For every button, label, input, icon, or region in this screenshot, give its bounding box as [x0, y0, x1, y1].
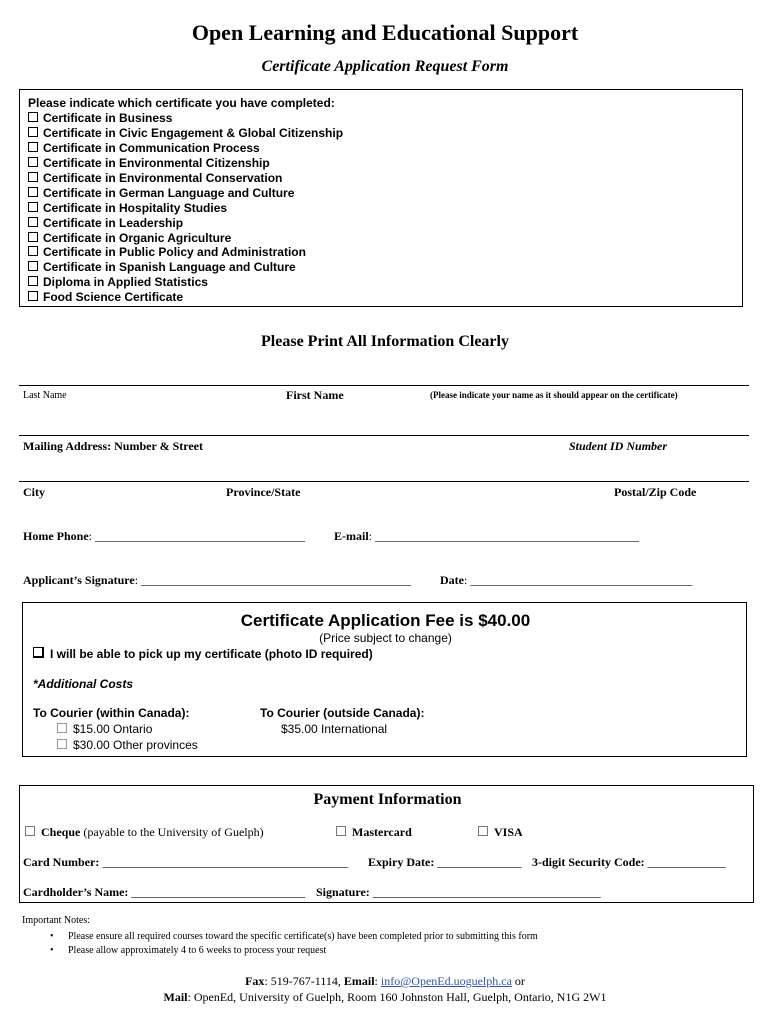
- international-price: $35.00 International: [281, 722, 388, 736]
- checkbox-icon[interactable]: [57, 723, 67, 733]
- checkbox-icon[interactable]: [28, 112, 38, 122]
- checkbox-icon[interactable]: [28, 232, 38, 242]
- city-label: City: [23, 485, 45, 499]
- address-line[interactable]: [19, 435, 749, 436]
- checkbox-icon[interactable]: [478, 826, 488, 836]
- certificate-heading: Please indicate which certificate you have completed:: [28, 96, 335, 110]
- home-phone-field[interactable]: Home Phone: ___________________________________: [23, 529, 306, 543]
- card-number-field[interactable]: Card Number: _________________________________________: [23, 855, 349, 869]
- bullet-icon: •: [50, 945, 54, 956]
- courier-canada-label: To Courier (within Canada):: [33, 706, 190, 720]
- mastercard-option[interactable]: Mastercard: [336, 825, 412, 840]
- email-link[interactable]: info@OpenEd.uoguelph.ca: [380, 974, 512, 988]
- checkbox-icon[interactable]: [28, 172, 38, 182]
- name-note: (Please indicate your name as it should appear on the certificate): [430, 390, 678, 400]
- cardholder-name-field[interactable]: Cardholder’s Name: _____________________________: [23, 885, 306, 899]
- important-notes-heading: Important Notes:: [22, 915, 91, 926]
- certificate-option[interactable]: Certificate in Leadership: [28, 216, 183, 230]
- bullet-icon: •: [50, 931, 54, 942]
- name-line[interactable]: [19, 385, 749, 386]
- certificate-option[interactable]: Certificate in Hospitality Studies: [28, 201, 227, 215]
- checkbox-icon[interactable]: [336, 826, 346, 836]
- courier-outside-label: To Courier (outside Canada):: [260, 706, 425, 720]
- checkbox-icon[interactable]: [25, 826, 35, 836]
- checkbox-icon[interactable]: [28, 291, 38, 301]
- last-name-label: Last Name: [23, 390, 67, 401]
- checkbox-icon[interactable]: [28, 127, 38, 137]
- payment-box: [19, 785, 754, 903]
- form-subtitle: Certificate Application Request Form: [261, 58, 509, 75]
- certificate-option[interactable]: Food Science Certificate: [28, 290, 183, 304]
- fee-note: (Price subject to change): [319, 631, 452, 645]
- first-name-label: First Name: [286, 388, 344, 402]
- checkbox-icon[interactable]: [28, 276, 38, 286]
- pickup-option[interactable]: I will be able to pick up my certificate (photo ID required): [33, 647, 373, 661]
- city-line[interactable]: [19, 481, 749, 482]
- visa-option[interactable]: VISA: [478, 825, 523, 840]
- certificate-option[interactable]: Certificate in German Language and Culture: [28, 186, 294, 200]
- certificate-selection-box: [19, 89, 743, 307]
- student-id-label: Student ID Number: [569, 439, 668, 453]
- form-title: Open Learning and Educational Support: [191, 20, 579, 45]
- fee-box: [22, 602, 747, 757]
- certificate-option[interactable]: Certificate in Organic Agriculture: [28, 231, 231, 245]
- email-field[interactable]: E-mail: ____________________________________________: [334, 529, 640, 543]
- checkbox-icon[interactable]: [33, 647, 44, 658]
- checkbox-icon[interactable]: [28, 217, 38, 227]
- certificate-option[interactable]: Certificate in Environmental Citizenship: [28, 156, 270, 170]
- applicant-signature-field[interactable]: Applicant’s Signature: _____________________________________________: [23, 573, 412, 587]
- certificate-option[interactable]: Certificate in Public Policy and Administration: [28, 245, 306, 259]
- certificate-option[interactable]: Diploma in Applied Statistics: [28, 275, 208, 289]
- ontario-option[interactable]: $15.00 Ontario: [57, 722, 152, 736]
- checkbox-icon[interactable]: [28, 157, 38, 167]
- postal-code-label: Postal/Zip Code: [614, 485, 697, 499]
- mailing-address-label: Mailing Address: Number & Street: [23, 439, 203, 453]
- expiry-date-field[interactable]: Expiry Date: ______________: [368, 855, 522, 869]
- certificate-option[interactable]: Certificate in Business: [28, 111, 172, 125]
- payment-title: Payment Information: [313, 791, 462, 808]
- checkbox-icon[interactable]: [28, 246, 38, 256]
- additional-costs-label: *Additional Costs: [33, 677, 134, 691]
- payment-signature-field[interactable]: Signature: ______________________________________: [316, 885, 601, 899]
- contact-fax-email: Fax: 519-767-1114, Email: info@OpenEd.uoguelph.ca or: [245, 974, 525, 988]
- cheque-option[interactable]: Cheque (payable to the University of Guelph): [25, 825, 264, 840]
- print-clearly-heading: Please Print All Information Clearly: [261, 333, 509, 350]
- note-item: • Please allow approximately 4 to 6 weeks to process your request: [50, 945, 327, 956]
- note-item: • Please ensure all required courses toward the specific certificate(s) have been completed prior to submitting this form: [50, 931, 538, 942]
- date-field[interactable]: Date: _____________________________________: [440, 573, 693, 587]
- province-label: Province/State: [226, 485, 301, 499]
- checkbox-icon[interactable]: [28, 142, 38, 152]
- security-code-field[interactable]: 3-digit Security Code: _____________: [532, 855, 726, 869]
- checkbox-icon[interactable]: [28, 261, 38, 271]
- other-provinces-option[interactable]: $30.00 Other provinces: [57, 738, 198, 752]
- contact-mail: Mail: OpenEd, University of Guelph, Room 160 Johnston Hall, Guelph, Ontario, N1G 2W1: [163, 990, 607, 1004]
- certificate-option[interactable]: Certificate in Communication Process: [28, 141, 260, 155]
- certificate-option[interactable]: Certificate in Spanish Language and Culture: [28, 260, 296, 274]
- certificate-option[interactable]: Certificate in Environmental Conservation: [28, 171, 282, 185]
- checkbox-icon[interactable]: [57, 739, 67, 749]
- checkbox-icon[interactable]: [28, 187, 38, 197]
- certificate-option[interactable]: Certificate in Civic Engagement & Global Citizenship: [28, 126, 343, 140]
- fee-title: Certificate Application Fee is $40.00: [240, 611, 531, 630]
- checkbox-icon[interactable]: [28, 202, 38, 212]
